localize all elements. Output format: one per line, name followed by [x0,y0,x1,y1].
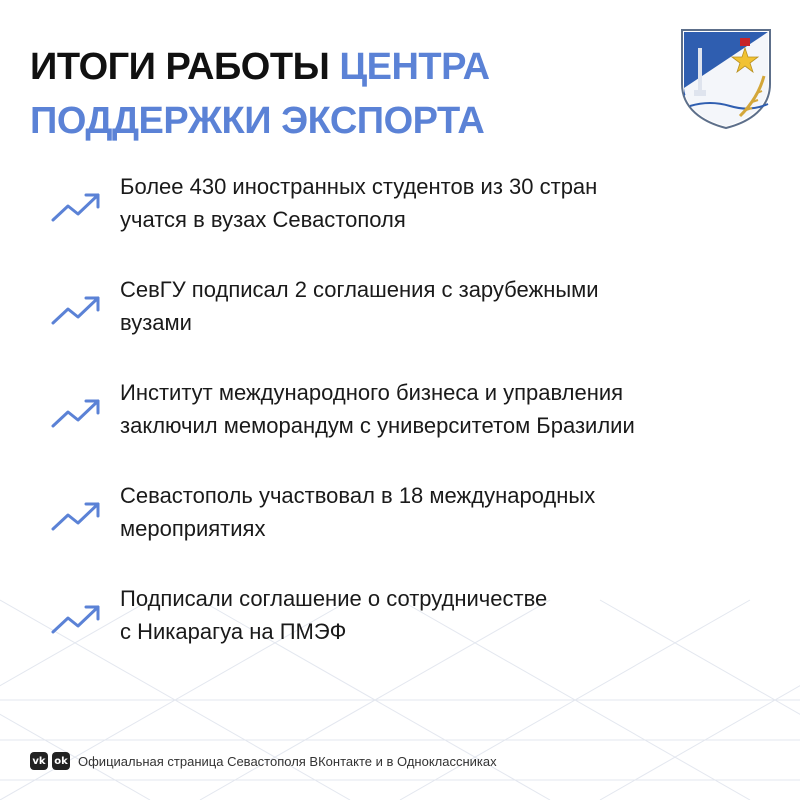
trend-up-icon [50,293,102,327]
list-item [40,376,770,456]
item-text [120,479,770,545]
coat-of-arms-logo [680,26,772,130]
item-line-2: с Никарагуа на ПМЭФ [120,619,347,644]
item-text [120,273,770,339]
title-part-black: ИТОГИ РАБОТЫ [30,46,330,88]
item-text [120,582,770,648]
list-item [40,582,770,662]
page-title [30,40,490,148]
list-item [40,170,770,250]
item-line-2: мероприятиях [120,516,266,541]
item-line-2: учатся в вузах Севастополя [120,207,406,232]
item-text [120,376,770,442]
item-line-2: заключил меморандум с университетом Бразилии [120,413,635,438]
item-text [120,170,770,236]
list-item [40,479,770,559]
item-line-1: СевГУ подписал 2 соглашения с зарубежными [120,277,599,302]
item-line-1: Институт международного бизнеса и управления [120,380,624,405]
title-part-blue: ЦЕНТРА [339,46,490,88]
item-line-2: вузами [120,310,192,335]
trend-up-icon [50,190,102,224]
trend-up-icon [50,396,102,430]
item-line-1: Севастополь участвовал в 18 международных [120,483,596,508]
title-line-2: ПОДДЕРЖКИ ЭКСПОРТА [30,100,485,142]
trend-up-icon [50,602,102,636]
trend-up-icon [50,499,102,533]
footer-text: Официальная страница Севастополя ВКонтакте и в Одноклассниках [78,753,497,769]
vk-icon[interactable]: vk [30,752,48,770]
footer [30,750,497,772]
ok-icon[interactable]: ok [52,752,70,770]
list-item [40,273,770,353]
item-line-1: Более 430 иностранных студентов из 30 стран [120,174,598,199]
item-line-1: Подписали соглашение о сотрудничестве [120,586,548,611]
